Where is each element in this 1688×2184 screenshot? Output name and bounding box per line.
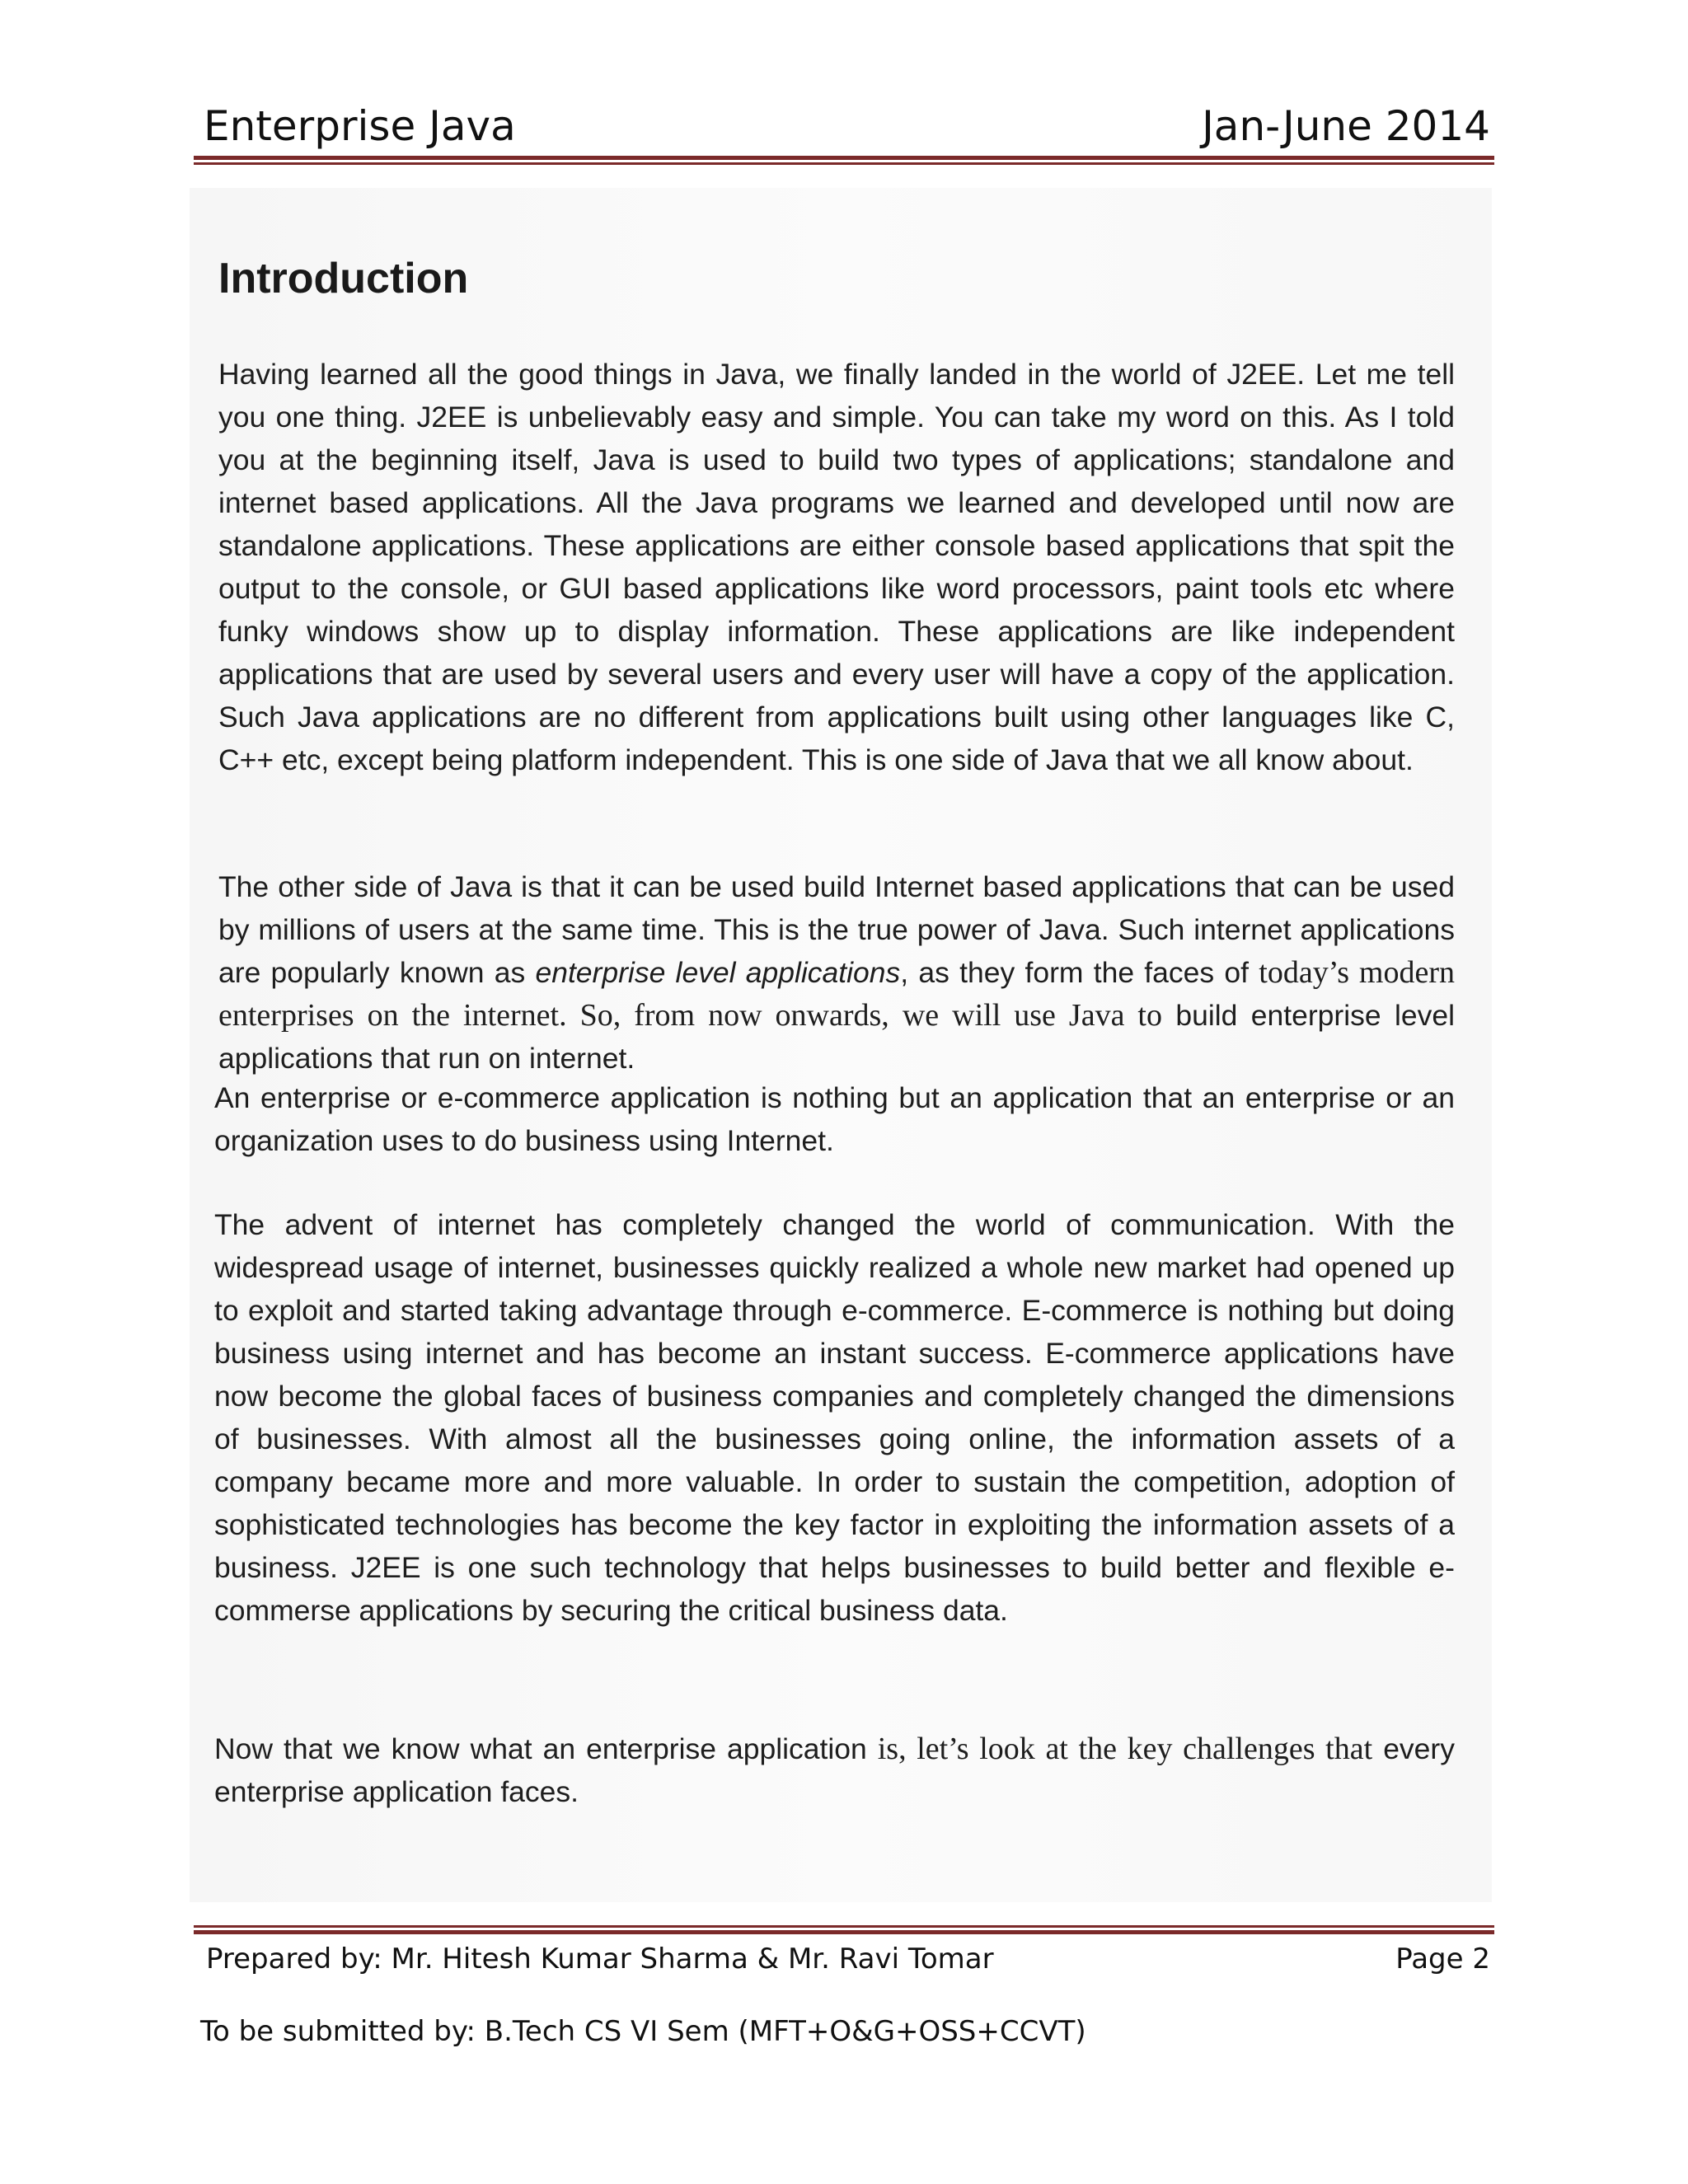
paragraph-2-emphasis: enterprise level applications [535,956,901,989]
paragraph-4-text: Now that we know what an enterprise application [214,1732,878,1765]
paragraph-2 [218,865,1455,1080]
paragraph-2-serif-line: today’s modern enterprises on the internet. So, from now onwards, we will use Java to [218,955,1455,1033]
paragraph-2-text: The other side of Java is that it can be used build Internet based applications that can be used by millions of users at the same time. This is the true power of Java. Such internet applications are popularly known as [218,870,1455,989]
header-course-title: Enterprise Java [204,102,516,150]
footer-submitted-by: To be submitted by: B.Tech CS VI Sem (MFT+O&G+OSS+CCVT) [200,2015,1086,2048]
paragraph-4-tail: every enterprise application faces. [214,1732,1455,1808]
footer-rule-thin [194,1925,1494,1928]
header-rule-thin [194,162,1494,165]
paragraph-4-serif: is, let’s look at the key challenges that [877,1732,1373,1766]
header-term: Jan-June 2014 [1202,102,1490,150]
footer-page-number: Page 2 [1395,1943,1490,1975]
paragraph-1: Having learned all the good things in Java, we finally landed in the world of J2EE. Let me tell you one thing. J2EE is unbelievably easy and simple. You can take my word on this. As I told you at the beginning itself, Java is used to build two types of applications; standalone and internet based applications. All the Java programs we learned and developed until now are standalone applications. These applications are either console based applications that spit the output to the console, or GUI based applications like word processors, paint tools etc where funky windows show up to display information. These applications are like independent applications that are used by several users and every user will have a copy of the application. Such Java applications are no different from applications built using other languages like C, C++ etc, except being platform independent. This is one side of Java that we all know about. [218,358,1455,776]
section-title: Introduction [218,255,469,302]
page-content [190,188,1492,1902]
paragraph-3: The advent of internet has completely changed the world of communication. With the widespread usage of internet, businesses quickly realized a whole new market had opened up to exploit and started taking advantage through e-commerce. E-commerce is nothing but doing business using internet and has become an instant success. E-commerce applications have now become the global faces of business companies and completely changed the dimensions of businesses. With almost all the businesses going online, the information assets of a company became more and more valuable. In order to sustain the competition, adoption of sophisticated technologies has become the key factor in exploiting the information assets of a business. J2EE is one such technology that helps businesses to build better and flexible e-commerse applications by securing the critical business data. [214,1208,1455,1627]
footer-prepared-by: Prepared by: Mr. Hitesh Kumar Sharma & Mr. Ravi Tomar [206,1943,994,1975]
definition-paragraph: An enterprise or e-commerce application is nothing but an application that an enterprise or an organization uses to do business using Internet. [214,1081,1455,1157]
footer-rule-thick [194,1930,1494,1934]
paragraph-4 [214,1727,1455,1813]
header-rule-thick [194,156,1494,160]
paragraph-2-tail: build enterprise level applications that run on internet. [218,999,1455,1075]
page-header [202,97,1492,155]
paragraph-2-text-after: , as they form the faces of [900,956,1250,989]
